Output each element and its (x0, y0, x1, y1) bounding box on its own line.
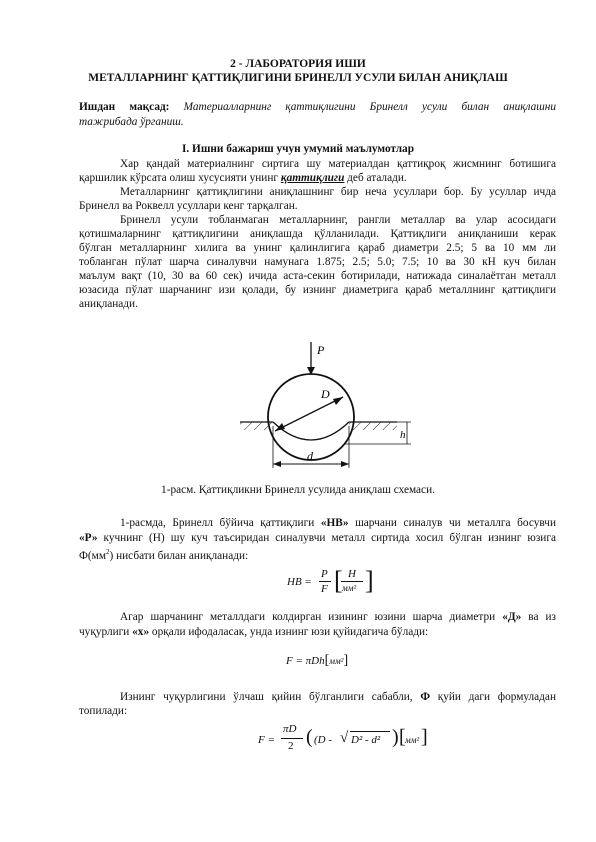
indentation (273, 422, 349, 440)
force-label: P (317, 343, 325, 357)
p3-line-2: қотишмаларнинг қаттиқлигини аниқлашда қўлланилади. Қаттиқлиги аниқланиши керак (79, 228, 556, 240)
depth-label: h (400, 429, 406, 441)
p1-line-1: Хар қандай материалнинг сиртига шу материалдан қаттиқроқ жисмнинг ботишига (120, 158, 556, 170)
formula-area: F = πDh[мм²] (286, 653, 349, 668)
p4-line-2: «Р» кучнинг (Н) шу куч таъсиридан синалувчи металл сиртида хосил бўлган изнинг юзига (79, 532, 556, 544)
goal-line-1 (79, 100, 556, 114)
goal-line-2: тажрибада ўрганиш. (79, 116, 184, 128)
p6-line-2: топилади: (79, 705, 128, 717)
hardness-term: қаттиқлиги (280, 172, 345, 184)
specimen-hatch (240, 422, 273, 430)
p3-line-1: Бринелл усули тобланмаган металларнинг, рангли металлар ва улар асосидаги (120, 214, 556, 226)
p6-line-1: Изнинг чуқурлигини ўлчаш қийин бўлганлиги сабабли, Ф қуйи даги формуладан (120, 691, 556, 703)
formula-area-from-d: F = πD 2 ( (D - √ D² - d² ) [ мм² ] (258, 723, 428, 752)
p3-line-6: юзасида пўлат шарчанинг изи қолади, бу изнинг диаметрига қараб металлнинг қаттиқлиги (79, 284, 556, 296)
diameter-label: D (321, 387, 330, 401)
p5-line-1: Агар шарчанинг металлдаги колдирган изининг юзини шарча диаметри «Д» ва из (120, 611, 556, 623)
p2-line-2: Бринелл ва Роквелл усуллари кенг тарқалган. (79, 200, 298, 212)
imprint-diameter-label: d (307, 449, 313, 463)
p3-line-4: тобланган пўлат шарча синалувчи намунага 1.875; 2.5; 5.0; 7.5; 10 ва 30 кН куч билан (79, 256, 556, 268)
figure-caption: 1-расм. Қаттиқликни Бринелл усулида аниқлаш схемаси. (161, 484, 435, 496)
lab-title: МЕТАЛЛАРНИНГ ҚАТТИҚЛИГИНИ БРИНЕЛЛ УСУЛИ БИЛАН АНИҚЛАШ (88, 72, 508, 84)
p3-line-5: маълум вақт (10, 30 ва 60 сек) ичида аста-секин ботирилади, натижада синалаётган металл (79, 270, 556, 282)
section-title: I. Ишни бажариш учун умумий маълумотлар (181, 143, 414, 155)
p3-line-3: бўлган металларнинг хилига ва унинг қалинлигига қараб диаметри 2.5; 5 ва 10 мм ли (79, 242, 556, 254)
formula-hb: HB = P F [ H мм² ] (287, 566, 374, 595)
steel-ball (268, 374, 354, 460)
goal-text: Материалларнинг қаттиқлигини Бринелл усули билан аниқлашни (183, 101, 556, 113)
brinell-diagram (225, 340, 535, 488)
p4-line-3: $Ф(мм^2)$ нисбати билан аниқланади: (79, 548, 249, 562)
p2-line-1: Металларнинг қаттиқлигини аниқлашнинг бир неча усуллари бор. Бу усуллар ичда (120, 186, 556, 198)
p3-line-7: аниқланади. (79, 298, 138, 310)
lab-number: 2 - ЛАБОРАТОРИЯ ИШИ (230, 58, 366, 70)
p1-line-2: қаршилик кўрсата олиш хусусияти унинг қаттиқлиги деб аталади. (79, 172, 407, 184)
p5-line-2: чуқурлиги «х» орқали ифодаласак, унда изнинг юзи қуйидагича бўлади: (79, 626, 429, 638)
diameter-line (275, 397, 343, 431)
goal-label: Ишдан мақсад: (79, 101, 170, 113)
p4-line-1: 1-расмда, Бринелл бўйича қаттиқлиги «НВ» шарчани синалув чи металлга босувчи (120, 517, 556, 529)
